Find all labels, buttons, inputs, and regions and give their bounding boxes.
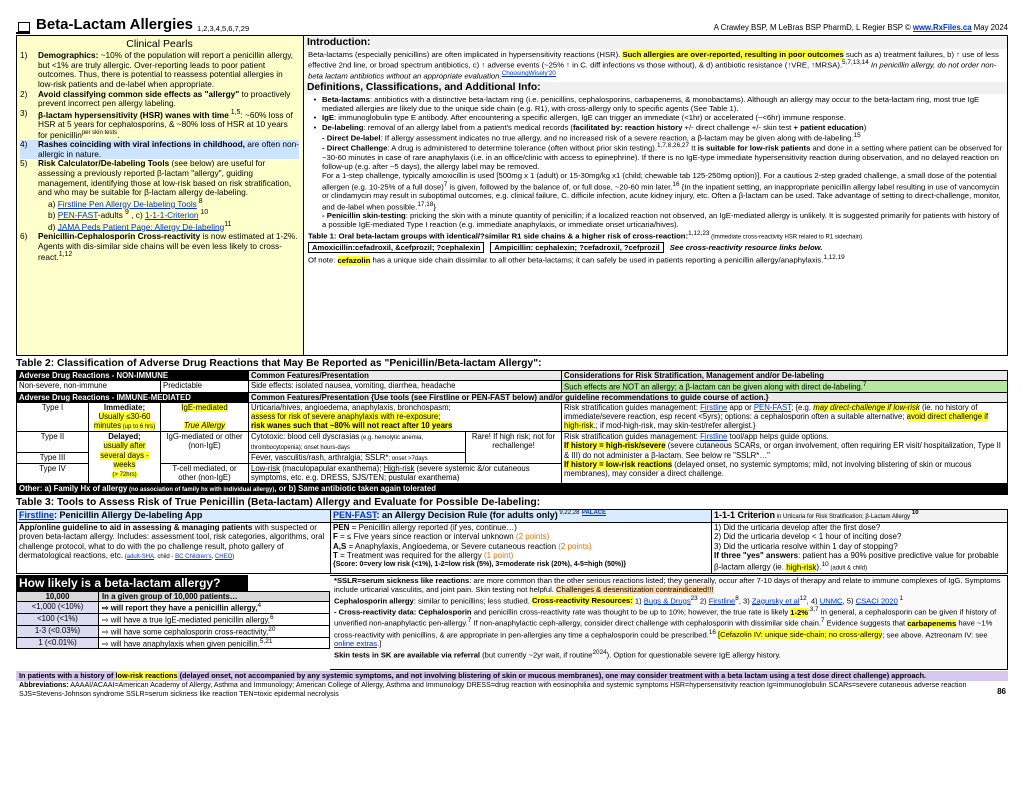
- pearl-item: 4) Rashes coinciding with viral infections in childhood, are often non-allergic in nature.: [20, 139, 299, 159]
- pen-fast-criterion: A,S = Anaphylaxis, Angioedema, or Severe cutaneous reaction (2 points): [333, 541, 592, 551]
- pen-fast-link[interactable]: PEN-FAST: [57, 209, 98, 220]
- intro-heading: Introduction:: [304, 37, 1007, 49]
- pearl-item: 5) Risk Calculator/De-labeling Tools (see below) are useful for assessing a previously reported β-lactam "allergy", guiding management, identifying those at low-risk based on risk stratification, and who may be suitable for β-lactam allergy de-labeling. a) Firstline Pen Allergy De-labeling Tools $^8$ b) PEN-FAST-adults $^9$ , c) 1-1-1-Criterion $^{10}$ d) JAMA Peds Patient Page: Allergy De-labeling$^{11}$: [20, 159, 299, 232]
- firstline-link[interactable]: Firstline: [708, 596, 736, 606]
- table-row: Type III Fever, vasculitis/rash, arthralgia; SSLR*; onset >7days: [17, 453, 1008, 464]
- top-section: [16, 35, 1008, 356]
- authors: A Crawley BSP, M LeBras BSP PharmD, L Regier BSP © www.RxFiles.ca May 2024: [713, 22, 1008, 32]
- pen-fast-criterion: PEN = Penicillin allergy reported (if yes, continue…): [333, 522, 517, 532]
- csaci-link[interactable]: CSACI 2020: [855, 596, 898, 606]
- cross-reactivity-notes: [330, 575, 1008, 670]
- table1-note: See cross-reactivity resource links below.: [669, 243, 823, 253]
- likelihood-box: [16, 575, 330, 670]
- table2-header-immune: Adverse Drug Reactions - IMMUNE-MEDIATED Common Features/Presentation {Use tools (see Firstline or PEN-FAST below) and/or guideline recommendations to guide course of action.}: [17, 392, 1008, 402]
- rxfiles-link[interactable]: www.RxFiles.ca: [912, 22, 972, 32]
- choosingwisely-link[interactable]: ChoosingWisely'20: [501, 70, 556, 78]
- pearl-item: 1) Demographics: ~10% of the population will report a penicillin allergy, but <1% are truly allergic. Over-reporting leads to poor patient outcomes. Thus, there is potential to reassess potential allergies in low-risk patients and de-label when appropriate.: [20, 50, 294, 89]
- cefazolin-note: Of note: cefazolin has a unique side chain dissimilar to all other beta-lactams; it can safely be used in patients reporting a penicillin allergy/anaphylaxis.$^{1,12,19}$: [308, 254, 845, 265]
- definition-beta-lactams: • Beta-lactams: antibiotics with a distinctive beta-lactam ring (i.e. penicillins, cephalosporins, carbapenems, & monobactams). Although an allergy may occur to the beta-lactam ring, most true IgE mediated allergies are likely due to the unique side chain (e.g. R1), with cross-allergy only to specific agents (See Table 1).: [313, 95, 980, 114]
- table-row: 1 (<0.01%) ⇨ will have anaphylaxis when given penicillin.$^{5,21}$: [17, 637, 330, 649]
- adult-sha-link[interactable]: adult-SHA: [126, 554, 155, 561]
- criterion-question: 1) Did the urticaria develop after the first dose?: [714, 522, 881, 532]
- bugs-drugs-link[interactable]: Bugs & Drugs: [643, 596, 691, 606]
- criterion-question: 2) Did the urticaria develop < 1 hour of inciting dose?: [714, 532, 902, 542]
- skin-test-note: Skin tests in SK are available via referral (but currently ~2yr wait, if routine$^{2024}$). Option for questionable severe IgE allergy history.: [334, 649, 781, 660]
- table-row: 1-3 (<0.03%) ⇨ will have some cephalosporin cross-reactivity,$^{20}$: [17, 625, 330, 637]
- direct-challenge: - Direct Challenge: A drug is administered to determine tolerance (often without prior skin testing).$^{1,7,8,26,27}$ It is suitable for low-risk patients and done in a setting where patient can be observed for ~30-60 minutes in case of rare anaphylaxis (i.e. in an office/clinic with access to epinephrine). If there is no IgE-type immediate hypersensitivity reaction during observation, and no delayed reaction on follow-up (e.g. after ~5 days), the allergy label may be removed.: [322, 142, 1003, 172]
- table2-other-row: Other: a) Family Hx of allergy (no association of family hx with individual allergy), or b) Same antibiotic taken again tolerated Not a true allergy; a β-lactam can be given along with direct de-labeling$^7$; address fears.: [17, 483, 1008, 495]
- page-header: [16, 14, 1008, 34]
- table-row: Type I Immediate; Usually ≤30-60 minutes (up to 6 hrs) IgE-mediated True Allergy Urticaria/hives, angioedema, anaphylaxis, bronchospasm; assess for risk of severe anaphylaxis with re-exposure; risk wanes such that ~80% will not react after 10 years Risk stratification guides management: Firstline app or PEN-FAST; {e.g. may direct-challenge if low-risk (ie. no history of immediate/severe reaction, esp recent <5yrs); options: a cephalosporin often a suitable alternative; avoid direct challenge if high-risk.; if mod-high-risk, may skin-test/refer allergist.}: [17, 403, 1008, 432]
- table-row: <100 (<1%) ⇨ will have a true IgE-mediated penicillin allergy,$^6$: [17, 613, 330, 625]
- firstline-link[interactable]: Firstline: [700, 432, 728, 442]
- pearl-item: 6) Penicillin-Cephalosporin Cross-reactivity is now estimated at 1-2%. Agents with dis-similar side chains will be even less likely to cross-react.$^{1,12}$: [20, 230, 298, 262]
- zagursky-link[interactable]: Zagursky et al: [751, 596, 800, 606]
- clinical-pearls-heading: Clinical Pearls: [126, 38, 193, 50]
- online-extras-link[interactable]: online extras: [334, 639, 378, 649]
- jama-link[interactable]: JAMA Peds Patient Page: Allergy De-labeling: [57, 221, 225, 232]
- firstline-link[interactable]: Firstline: [19, 510, 55, 521]
- challenge-steps: For a 1-step challenge, typically amoxicillin is used [500mg x 1 (adult) or 15-30mg/kg x1 (child; chewable tab 125-250mg option)]. For a cautious 2-step graded challenge, a small dose of the potential allergen (e.g. 10-25% of a full dose)$^7$ is given, followed by the balance of, or full dose, ~20-60 min later.$^{16}$ {In the inpatient setting, an inappropriate penicillin allergy label resulting in use of vancomycin or clindamycin may result in suboptimal outcomes, e.g. clinical failure, C. difficile infection, acute kidney injury, etc. Often a β-lactam can be used. Take advantage of setting to direct-challenge, monitor, and de-label when possible.$^{17,18}$}: [322, 171, 1001, 212]
- pen-fast-link[interactable]: PEN-FAST: [753, 403, 792, 413]
- table3-header: Firstline: Penicillin Allergy De-labeling App PEN-FAST: an Allergy Decision Rule (for adults only) $^{9,22,28}$ $^{PALACE}$ 1-1-1 Criterion in Urticaria for Risk Stratification; β-Lactam Allergy $^{10}$: [17, 510, 1008, 522]
- cheo-link[interactable]: CHEO: [214, 554, 233, 561]
- abbreviations: Abbreviations: AAAAI/ACAAI=American Academy of Allergy, Asthma and Immunology; American College of Allergy, Asthma and Immunology DRESS=drug reaction with eosinophilia and systemic symptoms HSR=hypersensitivity reaction Ig=immunoglobulin SCARs=severe cutaneous adverse reaction SJS=Stevens-Johnson syndrome SSLR=serum sickness like reaction TEN=toxic epidermal necrolysis 86: [19, 681, 1006, 698]
- table3: [16, 509, 1008, 573]
- introduction: [304, 35, 1008, 356]
- palace-link[interactable]: PALACE: [581, 510, 607, 517]
- definition-ige: • IgE: immunoglobulin type E antibody. After encountering a specific allergen, IgE can trigger an immediate (<1hr) or accelerated (~<6hr) immune response.: [313, 113, 846, 123]
- table-row: Type II Delayed; usually after several days - weeks (> 72hrs) IgG-mediated or other (non-IgE) Cytotoxic: blood cell dyscrasias (e.g. hemolytic anemia, thrombocytopenia); onset hours-days Rare! If high risk; not for rechallenge! Risk stratification guides management: Firstline tool/app helps guide options. If history = high-risk/severe (severe cutaneous SCARs, or organ involvement, often requiring ER visit/ hospitalization, Type II & III) do not administer a β-lactam. See below re "SSLR*…" If history = low-risk reactions (delayed onset, no systemic symptoms; mild, not involving blistering of skin or mucous membranes), may consider a direct challenge.: [17, 432, 1008, 453]
- clinical-pearls: [16, 35, 304, 356]
- table-row: Type IV T-cell mediated, or other (non-IgE) Low-risk (maculopapular exanthema); High-risk (severe systemic &/or cutaneous symptoms, etc. e.g. DRESS, SJS/TEN; pustular exanthema): [17, 464, 1008, 483]
- pearl-links: a) Firstline Pen Allergy De-labeling Tools $^8$ b) PEN-FAST-adults $^9$ , c) 1-1-1-Criterion $^{10}$ d) JAMA Peds Patient Page: Allergy De-labeling$^{11}$: [48, 197, 232, 232]
- definition-delabeling: • De-labeling: removal of an allergy label from a patient's medical records (facilitated by: reaction history +/- direct challenge +/- skin test + patient education) - Direct De-label: If allergy assessment indicates no true allergy, and no increased risk of a severe reaction, a β-lactam may be given along with de-labeling.$^{15}$ - Direct Challenge: A drug is administered to determine tolerance (often without prior skin testing).$^{1,7,8,26,27}$ It is suitable for low-risk patients and done in a setting where patient can be observed for ~30-60 minutes in case of rare anaphylaxis (i.e. in an office/clinic with access to epinephrine). If there is no IgE-type immediate hypersensitivity reaction during observation, and no delayed reaction on follow-up (e.g. after ~5 days), the allergy label may be removed. For a 1-step challenge, typically amoxicillin is used [500mg x 1 (adult) or 15-30mg/kg x1 (child; chewable tab 125-250mg option)]. For a cautious 2-step graded challenge, a small dose of the potential allergen (e.g. 10-25% of a full dose)$^7$ is given, followed by the balance of, or full dose, ~20-60 min later.$^{16}$ {In the inpatient setting, an inappropriate penicillin allergy label resulting in use of vancomycin or clindamycin may result in suboptimal outcomes, e.g. clinical failure, C. difficile infection, acute kidney injury, etc. Often a β-lactam can be used. Take advantage of setting to direct-challenge, monitor, and de-label when possible.$^{17,18}$} - Penicillin skin-testing: pricking the skin with a minute quantity of penicillin; if a localized reaction not observed, an IgE-mediated allergy is unlikely. It is suggested primarily for patients with history of a possible IgE-mediated Type I reaction (e.g. immediate anaphylaxis, or immediate onset urticaria/hives).: [313, 122, 1003, 230]
- table1-amoxicillin: Amoxicillin:cefadroxil, &cefprozil; ?cephalexin: [308, 242, 484, 253]
- page-number: 86: [997, 686, 1006, 696]
- criterion-result: If three "yes" answers: patient has a 90% positive predictive value for probable β-lactam allergy (ie. high-risk).$^{10}$ (adult & child): [714, 551, 999, 572]
- cross-reactivity-data: - Cross-reactivity data: Cephalosporin and penicillin cross-reactivity rate was thought to be up to 10%; however, the true rate is likely 1-2%$^{.3,7}$ In general, a cephalosporin can be given if history of unverified non-anaphylactic pen-allergy.$^7$ If non-anaphylactic ceph-allergy, consider direct challenge with cephalosporin with dissimilar side chain.$^7$ Evidence suggests that carbapenems have ~1% cross-reactivity with penicillins, & are appropriate in pen-allergies any time a cephalosporin could be prescribed.$^{16}$ [Cefazolin IV: unique side-chain; no cross-allergy; see above. Aztreonam IV: see online extras.]: [334, 605, 997, 649]
- table2-header-nonimmune: Adverse Drug Reactions - NON-IMMUNE Common Features/Presentation Considerations for Risk Stratification, Management and/or De-labeling: [17, 371, 1008, 381]
- pen-fast-criterion: F = ≤ Five years since reaction or interval unknown (2 points): [333, 532, 550, 542]
- definitions-heading: Definitions, Classifications, and Additional Info:: [304, 82, 1007, 94]
- pearl-item: 3) β-lactam hypersensitivity (HSR) wanes with time $^{1,5}$: ~60% loss of HSR at 5 years for cephalosporins, & ~80% loss of HSR at 10 years for penicillin$^{per skin tests}$.: [20, 107, 293, 140]
- table3-title: Table 3: Tools to Assess Risk of True Penicillin (Beta-lactam) Allergy and Evaluate for Possible De-labeling:: [16, 497, 541, 509]
- criterion-question: 3) Did the urticaria resolve within 1 day of stopping?: [714, 541, 898, 551]
- skin-testing: - Penicillin skin-testing: pricking the skin with a minute quantity of penicillin; if a localized reaction not observed, an IgE-mediated allergy is unlikely. It is suggested primarily for patients with history of a possible IgE-mediated Type I reaction (e.g. immediate anaphylaxis, or immediate onset urticaria/hives).: [322, 211, 1000, 230]
- criterion-link[interactable]: 1-1-1-Criterion: [145, 209, 199, 220]
- firstline-link[interactable]: Firstline Pen Allergy De-labeling Tools: [57, 198, 197, 209]
- unmc-link[interactable]: UNMC: [819, 596, 843, 606]
- laptop-icon: [16, 22, 30, 34]
- table1: [308, 242, 1003, 253]
- bottom-section: [16, 575, 1008, 670]
- table-row: <1,000 (<10%) ⇨ will report they have a penicillin allergy,$^4$: [17, 602, 330, 614]
- table2-title: Table 2: Classification of Adverse Drug Reactions that May Be Reported as "Penicillin/Beta-lactam Allergy":: [16, 358, 542, 369]
- likelihood-table: 10,000 In a given group of 10,000 patients… <1,000 (<10%) ⇨ will report they have a penicillin allergy,$^4$ <100 (<1%) ⇨ will have a true IgE-mediated penicillin allergy,$^6$ 1-3 (<0.03%) ⇨ will have some cephalosporin cross-reactivity,$^{20}$ 1 (<0.01%) ⇨ will have anaphylaxis when given penicillin.$^{5,21}$: [16, 591, 330, 649]
- table-row: Non-severe, non-immune Predictable Side effects: isolated nausea, vomiting, diarrhea, headache Such effects are NOT an allergy; a β-lactam can be given along with direct de-labeling.$^7$: [17, 381, 1008, 393]
- table2: [16, 370, 1008, 495]
- cephalosporin-note: Cephalosporin allergy: similar to penicillins; less studied. Cross-reactivity Resources: 1) Bugs & Drugs$^{23}$ 2) Firstline$^8$, 3) Zagursky et $al^{12}$, 4) UNMC, 5) CSACI 2020 $^1$: [334, 594, 904, 606]
- table1-ampicillin: Ampicillin: cephalexin; ?cefadroxil, ?cefprozil: [490, 242, 663, 253]
- intro-paragraph: Beta-lactams (especially penicillins) are often implicated in hypersensitivity reactions (HSR). Such allergies are over-reported, resulting in poor outcomes such as a) treatment failures, b) ↑ use of less effective 2nd line, or broad spectrum antibiotics, c) ↑ adverse events (~25% ↑ in C. diff infections vs those without), & d) antibiotic resistance (↑VRE, ↑MRSA).$^{5,7,13,14}$ In penicillin allergy, do not order non-beta lactam antibiotics without an appropriate evaluation.$^{ChoosingWisely'20}$: [308, 50, 999, 81]
- likelihood-banner: How likely is a beta-lactam allergy?: [16, 575, 248, 591]
- sslr-note: *SSLR=serum sickness like reactions: are more common than the other serious reactions listed; they generally, occur after 7-10 days of therapy and relate to immune complexes of IgG. Symptoms include urticarial vasculitis, and joint pain. Skin testing not helpful. Challenges & desensitization contraindicated!!!: [334, 575, 1001, 594]
- bc-childrens-link[interactable]: BC Children's: [175, 554, 212, 561]
- table1-title: Table 1: Oral beta-lactam groups with identical/?similar R1 side chains & a higher risk of cross-reaction:$^{1,12,23}$ (Immediate cross-reactivity HSR related to R1 sidechain): [308, 229, 863, 241]
- direct-delabel: - Direct De-label: If allergy assessment indicates no true allergy, and no increased risk of a severe reaction, a β-lactam may be given along with de-labeling.$^{15}$: [322, 131, 861, 143]
- page-title: Beta-Lactam Allergies $_{1,2,3,4,5,6,7,29}$: [16, 16, 249, 34]
- table-row: App/online guideline to aid in assessing & managing patients with suspected or proven beta-lactam allergy. Includes: assessment tool, risk categories, algorithms, oral challenge protocol, what to do with the po challenge result, photo gallery of dermatological reactions, etc. (adult-SHA, child - BC Children's, CHEO) PEN = Penicillin allergy reported (if yes, continue…) F = ≤ Five years since reaction or interval unknown (2 points) A,S = Anaphylaxis, Angioedema, or Severe cutaneous reaction (2 points) T = Treatment was required for the allergy (1 point) {Score: 0=very low risk (<1%), 1-2=low risk (5%), 3=moderate risk (20%), 4-5=high (50%)} 1) Did the urticaria develop after the first dose? 2) Did the urticaria develop < 1 hour of inciting dose? 3) Did the urticaria resolve within 1 day of stopping? If three "yes" answers: patient has a 90% positive predictive value for probable β-lactam allergy (ie. high-risk).$^{10}$ (adult & child): [17, 522, 1008, 573]
- pearl-item: 2) Avoid classifying common side effects as "allergy" to proactively prevent incorrect pen allergy labeling.: [20, 88, 291, 109]
- firstline-link[interactable]: Firstline: [700, 403, 728, 413]
- low-risk-footnote: In patients with a history of low-risk reactions (delayed onset, not accompanied by any systemic symptoms, and not involving blistering of skin or mucous membranes), one may consider treatment with a beta lactam using a test dose direct challenge) approach.: [16, 671, 1008, 682]
- pen-fast-criterion: T = Treatment was required for the allergy (1 point): [333, 551, 514, 561]
- pen-fast-score: {Score: 0=very low risk (<1%), 1-2=low risk (5%), 3=moderate risk (20%), 4-5=high (50%)}: [333, 560, 627, 568]
- pen-fast-link[interactable]: PEN-FAST: [333, 510, 377, 521]
